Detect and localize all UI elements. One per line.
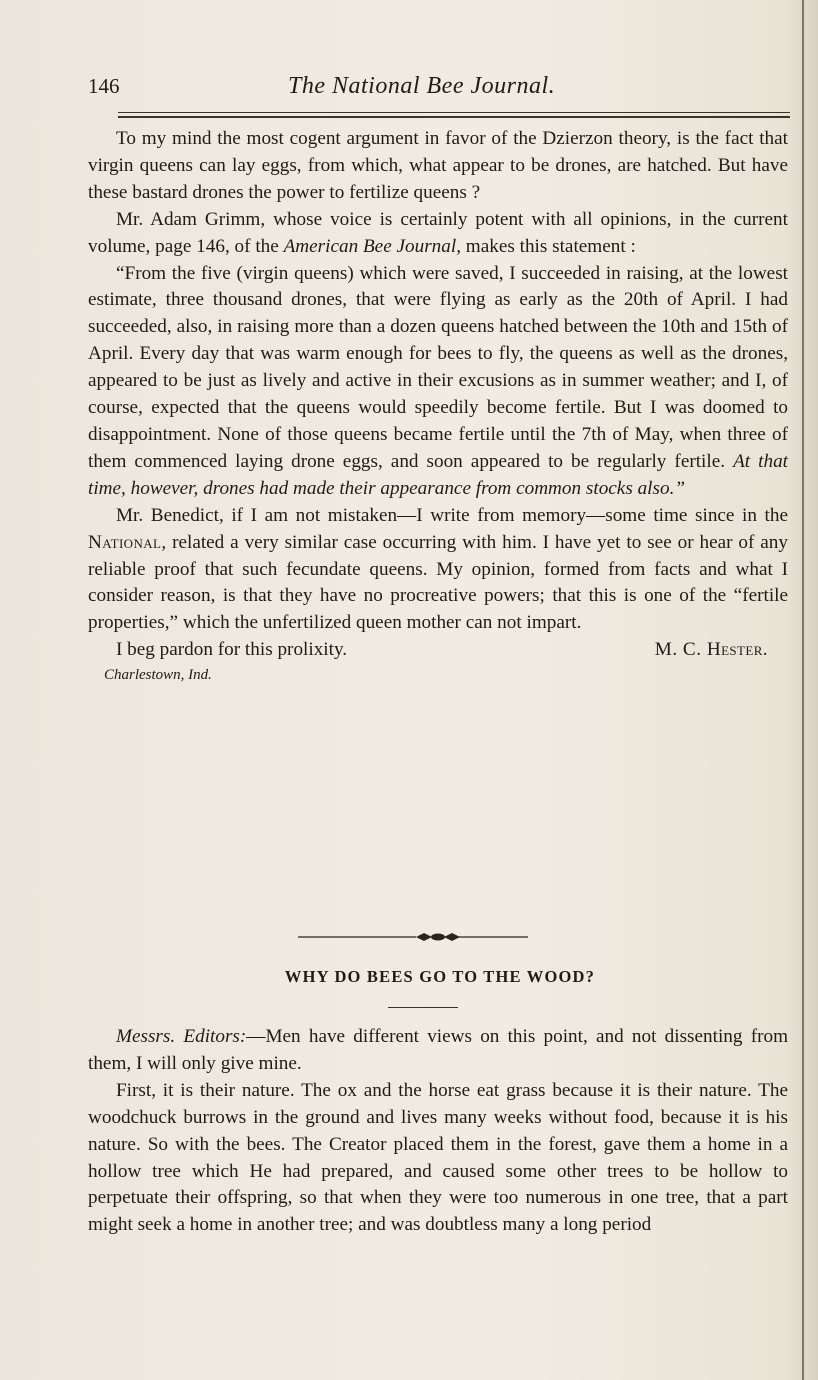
- journal-title: The National Bee Journal.: [288, 73, 556, 99]
- page-edge-line: [802, 0, 804, 1380]
- author-initials: M. C.: [654, 639, 707, 661]
- journal-citation: American Bee Journal,: [283, 235, 461, 257]
- article-why-bees-go-to-wood: [88, 1024, 788, 1239]
- salutation-rest: —Men have different views on this point, and not dissenting from them, I will only give mine.: [88, 1026, 788, 1074]
- paragraph-4-text: Mr. Benedict, if I am not mistaken—I write from memory—some time since in the: [116, 504, 788, 526]
- heading-underline: [388, 1007, 458, 1008]
- header-rule-thin: [118, 112, 790, 113]
- author-signature: [655, 637, 768, 664]
- author-surname: Hester.: [706, 639, 768, 661]
- quote-text: “From the five (virgin queens) which were saved, I succeeded in raising, at the lowest estimate, three thousand drones, that were flying as early as the 20th of April. I had succeeded, also, in raising more than a dozen queens hatched between the 10th and 15th of April. Every day that was warm enough for bees to fly, the queens as well as the drones, appeared to be just as lively and active in their excusions as in summer weather; and I, of course, expected that the queens would speedily become fertile. But I was doomed to disappointment. None of those queens became fertile until the 7th of May, when three of them commenced laying drone eggs, and soon appeared to be regularly fertile.: [88, 262, 788, 472]
- page-number: 146: [88, 74, 120, 98]
- header-rule-thick: [118, 116, 790, 118]
- running-header: [88, 70, 792, 106]
- paragraph-3-quote: [88, 261, 788, 503]
- closing-text: I beg pardon for this prolixity.: [116, 639, 348, 661]
- paragraph-2-end: makes this statement :: [461, 235, 636, 257]
- author-location: Charlestown, Ind.: [104, 667, 212, 684]
- article-heading: WHY DO BEES GO TO THE WOOD?: [284, 967, 596, 986]
- signature-line: [88, 637, 788, 664]
- paragraph-4: [88, 503, 788, 638]
- paragraph-nature: First, it is their nature. The ox and the horse eat grass because it is their nature. The woodchuck burrows in the ground and lives many weeks without food, because it is his nature. So with the bees. The Creator placed them in the forest, gave them a home in a hollow tree which He had prepared, and caused some other trees to be hollow to perpetuate their offspring, so that when they were too numerous in one tree, that a part might seek a home in another tree; and was doubtless many a long period: [88, 1079, 788, 1236]
- salutation: Messrs. Editors:: [116, 1026, 247, 1047]
- national-reference: National: [88, 531, 162, 553]
- article-dzierzon-theory: [88, 126, 788, 689]
- paragraph-2-text: Mr. Adam Grimm, whose voice is certainly potent with all opinions, in the current volume, page 146, of the: [88, 208, 788, 257]
- paragraph-4-end: , related a very similar case occurring with him. I have yet to see or hear of any reliable proof that such fecundate queens. My opinion, formed from facts and what I consider reason, is that they have no procreative powers; that this is one of the “fertile properties,” which the unfertilized queen mother can not impart.: [88, 531, 788, 634]
- paragraph-1: To my mind the most cogent argument in favor of the Dzierzon theory, is the fact that virgin queens can lay eggs, from which, what appear to be drones, are hatched. But have these bastard drones the power to fertilize queens ?: [88, 128, 788, 203]
- paragraph-salutation: [88, 1024, 788, 1078]
- paragraph-2: [88, 207, 788, 261]
- section-divider-ornament: [298, 928, 528, 946]
- quote-emphasis: At that time, however, drones had made their appearance from common stocks also.”: [88, 450, 789, 499]
